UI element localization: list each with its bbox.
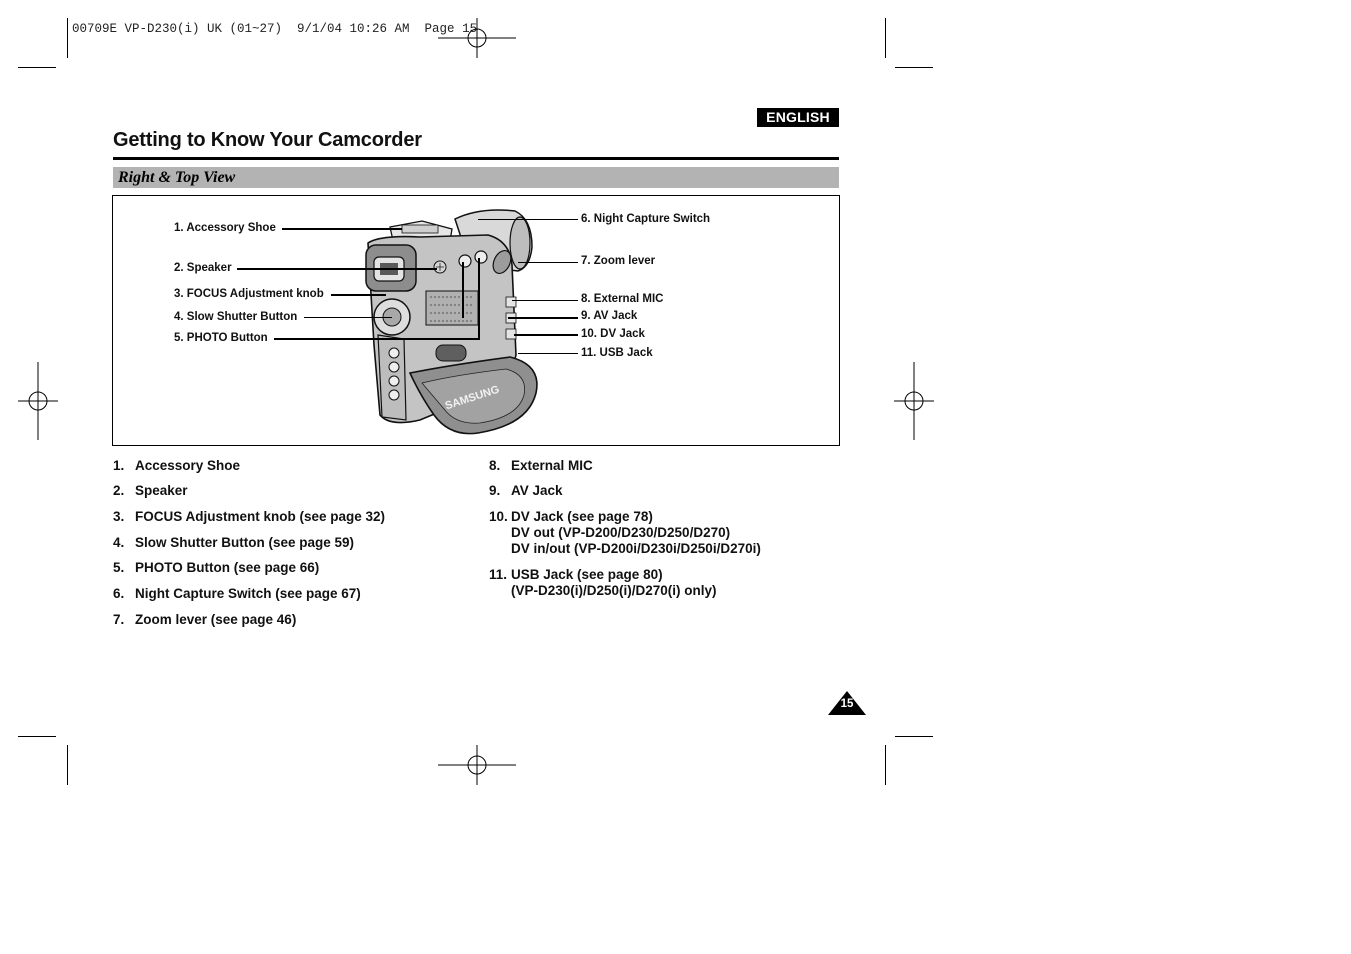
callout-night-capture: 6. Night Capture Switch	[581, 213, 711, 225]
page-title: Getting to Know Your Camcorder	[113, 129, 422, 151]
print-header: 00709E VP-D230(i) UK (01~27) 9/1/04 10:26 AM Page 15	[72, 22, 478, 36]
callout-external-mic: 8. External MIC	[581, 293, 664, 305]
camcorder-illustration	[360, 205, 550, 440]
list-item-detail: (VP-D230(i)/D250(i)/D270(i) only)	[511, 583, 717, 598]
callout-accessory-shoe: 1. Accessory Shoe	[174, 222, 276, 234]
section-title: Right & Top View	[118, 169, 236, 186]
callout-slow-shutter: 4. Slow Shutter Button	[174, 311, 298, 323]
list-item-detail: DV out (VP-D200/D230/D250/D270)	[511, 525, 731, 540]
callout-dv-jack: 10. DV Jack	[581, 328, 645, 340]
registration-mark-top	[438, 18, 516, 58]
list-item: 2. Speaker	[113, 483, 188, 498]
language-badge: ENGLISH	[757, 108, 839, 127]
list-item: 6. Night Capture Switch (see page 67)	[113, 586, 361, 601]
list-item: 1. Accessory Shoe	[113, 458, 241, 473]
brand-logo: SAMSUNG	[443, 383, 501, 413]
callout-av-jack: 9. AV Jack	[581, 310, 638, 322]
callout-focus-knob: 3. FOCUS Adjustment knob	[174, 288, 324, 300]
callout-zoom-lever: 7. Zoom lever	[581, 255, 656, 267]
list-item: 5. PHOTO Button (see page 66)	[113, 560, 320, 575]
callout-photo-button: 5. PHOTO Button	[174, 332, 268, 344]
callout-speaker: 2. Speaker	[174, 262, 232, 274]
registration-mark-right	[894, 362, 934, 440]
list-item: 10. DV Jack (see page 78)	[489, 509, 653, 524]
list-item: 9. AV Jack	[489, 483, 563, 498]
title-rule	[113, 157, 839, 160]
registration-mark-left	[18, 362, 58, 440]
list-item: 8. External MIC	[489, 458, 593, 473]
list-item-detail: DV in/out (VP-D200i/D230i/D250i/D270i)	[511, 541, 761, 556]
list-item: 4. Slow Shutter Button (see page 59)	[113, 535, 355, 550]
registration-mark-bottom	[438, 745, 516, 785]
list-item: 7. Zoom lever (see page 46)	[113, 612, 297, 627]
callout-usb-jack: 11. USB Jack	[581, 347, 653, 359]
page-number: 15	[840, 698, 854, 710]
list-item: 3. FOCUS Adjustment knob (see page 32)	[113, 509, 386, 524]
list-item: 11. USB Jack (see page 80)	[489, 567, 663, 582]
